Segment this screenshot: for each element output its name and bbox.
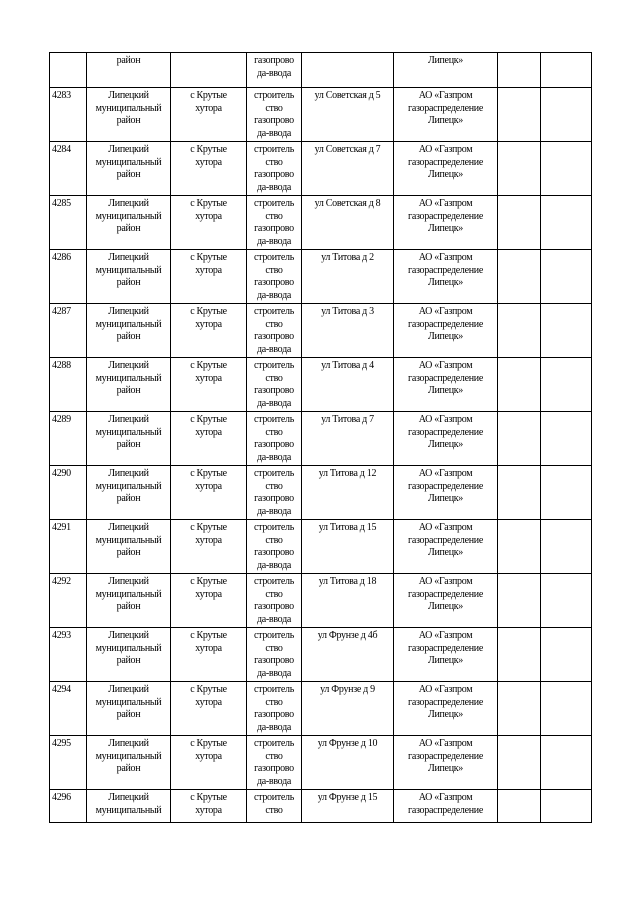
cell-number: 4286	[50, 250, 87, 304]
cell-number: 4291	[50, 520, 87, 574]
cell-organization: АО «Газпром газораспределение	[394, 790, 498, 823]
cell-district: Липецкий муниципальный район	[87, 466, 171, 520]
cell-locality: с Крутые хутора	[171, 412, 247, 466]
cell-extra-1	[498, 520, 541, 574]
cell-organization: АО «Газпром газораспределение Липецк»	[394, 250, 498, 304]
cell-locality: с Крутые хутора	[171, 466, 247, 520]
cell-organization: АО «Газпром газораспределение Липецк»	[394, 520, 498, 574]
cell-number: 4284	[50, 142, 87, 196]
cell-address: ул Фрунзе д 10	[302, 736, 394, 790]
cell-organization: АО «Газпром газораспределение Липецк»	[394, 88, 498, 142]
table-row	[50, 88, 592, 142]
cell-extra-2	[541, 250, 592, 304]
cell-number: 4293	[50, 628, 87, 682]
cell-district: Липецкий муниципальный район	[87, 736, 171, 790]
registry-table-body	[50, 53, 592, 823]
cell-district: Липецкий муниципальный район	[87, 520, 171, 574]
cell-work-type: строитель ство газопрово да-ввода	[247, 250, 302, 304]
cell-extra-1	[498, 412, 541, 466]
cell-work-type: строитель ство газопрово да-ввода	[247, 88, 302, 142]
cell-work-type: строитель ство газопрово да-ввода	[247, 196, 302, 250]
cell-locality: с Крутые хутора	[171, 304, 247, 358]
cell-extra-1	[498, 88, 541, 142]
cell-district: Липецкий муниципальный	[87, 790, 171, 823]
cell-address: ул Титова д 7	[302, 412, 394, 466]
cell-organization: АО «Газпром газораспределение Липецк»	[394, 574, 498, 628]
cell-address: ул Титова д 3	[302, 304, 394, 358]
cell-number: 4287	[50, 304, 87, 358]
cell-work-type: газопрово да-ввода	[247, 53, 302, 88]
cell-address: ул Титова д 18	[302, 574, 394, 628]
cell-locality: с Крутые хутора	[171, 250, 247, 304]
cell-locality: с Крутые хутора	[171, 790, 247, 823]
cell-extra-2	[541, 304, 592, 358]
cell-organization: АО «Газпром газораспределение Липецк»	[394, 736, 498, 790]
cell-work-type: строитель ство газопрово да-ввода	[247, 574, 302, 628]
table-row	[50, 682, 592, 736]
table-row	[50, 574, 592, 628]
cell-organization: АО «Газпром газораспределение Липецк»	[394, 682, 498, 736]
cell-extra-2	[541, 574, 592, 628]
cell-work-type: строитель ство газопрово да-ввода	[247, 520, 302, 574]
cell-work-type: строитель ство газопрово да-ввода	[247, 682, 302, 736]
cell-extra-2	[541, 682, 592, 736]
cell-address	[302, 53, 394, 88]
table-row	[50, 304, 592, 358]
table-row-last	[50, 790, 592, 823]
cell-address: ул Советская д 8	[302, 196, 394, 250]
cell-extra-1	[498, 250, 541, 304]
table-row	[50, 142, 592, 196]
cell-work-type: строитель ство газопрово да-ввода	[247, 142, 302, 196]
cell-number: 4295	[50, 736, 87, 790]
cell-organization: АО «Газпром газораспределение Липецк»	[394, 196, 498, 250]
cell-locality: с Крутые хутора	[171, 88, 247, 142]
cell-address: ул Титова д 15	[302, 520, 394, 574]
cell-district: Липецкий муниципальный район	[87, 250, 171, 304]
cell-district: Липецкий муниципальный район	[87, 628, 171, 682]
cell-district: Липецкий муниципальный район	[87, 142, 171, 196]
cell-extra-2	[541, 142, 592, 196]
cell-extra-1	[498, 53, 541, 88]
cell-extra-1	[498, 196, 541, 250]
cell-number: 4292	[50, 574, 87, 628]
cell-district: Липецкий муниципальный район	[87, 196, 171, 250]
cell-work-type: строитель ство газопрово да-ввода	[247, 358, 302, 412]
cell-extra-2	[541, 520, 592, 574]
cell-organization: АО «Газпром газораспределение Липецк»	[394, 628, 498, 682]
cell-extra-1	[498, 358, 541, 412]
cell-district: Липецкий муниципальный район	[87, 412, 171, 466]
cell-extra-2	[541, 53, 592, 88]
cell-address: ул Советская д 5	[302, 88, 394, 142]
cell-locality: с Крутые хутора	[171, 358, 247, 412]
cell-locality: с Крутые хутора	[171, 142, 247, 196]
cell-district: Липецкий муниципальный район	[87, 88, 171, 142]
cell-organization: АО «Газпром газораспределение Липецк»	[394, 412, 498, 466]
cell-extra-2	[541, 412, 592, 466]
cell-locality: с Крутые хутора	[171, 196, 247, 250]
cell-number	[50, 53, 87, 88]
cell-extra-1	[498, 142, 541, 196]
table-row	[50, 358, 592, 412]
table-row	[50, 520, 592, 574]
table-row	[50, 412, 592, 466]
cell-extra-2	[541, 358, 592, 412]
cell-extra-1	[498, 736, 541, 790]
cell-work-type: строитель ство газопрово да-ввода	[247, 466, 302, 520]
cell-number: 4288	[50, 358, 87, 412]
cell-address: ул Титова д 12	[302, 466, 394, 520]
table-row	[50, 196, 592, 250]
cell-locality: с Крутые хутора	[171, 628, 247, 682]
cell-extra-1	[498, 574, 541, 628]
cell-work-type: строитель ство газопрово да-ввода	[247, 736, 302, 790]
cell-number: 4294	[50, 682, 87, 736]
cell-district: Липецкий муниципальный район	[87, 682, 171, 736]
cell-address: ул Фрунзе д 4б	[302, 628, 394, 682]
cell-district: Липецкий муниципальный район	[87, 358, 171, 412]
cell-district: Липецкий муниципальный район	[87, 574, 171, 628]
cell-extra-1	[498, 790, 541, 823]
cell-number: 4289	[50, 412, 87, 466]
cell-locality: с Крутые хутора	[171, 682, 247, 736]
cell-organization: АО «Газпром газораспределение Липецк»	[394, 142, 498, 196]
table-row	[50, 736, 592, 790]
cell-extra-2	[541, 466, 592, 520]
cell-organization: АО «Газпром газораспределение Липецк»	[394, 358, 498, 412]
cell-work-type: строитель ство	[247, 790, 302, 823]
cell-number: 4285	[50, 196, 87, 250]
cell-organization: Липецк»	[394, 53, 498, 88]
cell-extra-2	[541, 790, 592, 823]
table-row	[50, 628, 592, 682]
cell-extra-1	[498, 628, 541, 682]
cell-number: 4290	[50, 466, 87, 520]
table-row	[50, 250, 592, 304]
cell-locality: с Крутые хутора	[171, 520, 247, 574]
cell-locality: с Крутые хутора	[171, 736, 247, 790]
cell-extra-2	[541, 88, 592, 142]
cell-extra-2	[541, 628, 592, 682]
cell-extra-2	[541, 196, 592, 250]
cell-address: ул Фрунзе д 15	[302, 790, 394, 823]
cell-address: ул Советская д 7	[302, 142, 394, 196]
cell-extra-1	[498, 466, 541, 520]
cell-address: ул Фрунзе д 9	[302, 682, 394, 736]
cell-organization: АО «Газпром газораспределение Липецк»	[394, 466, 498, 520]
cell-work-type: строитель ство газопрово да-ввода	[247, 628, 302, 682]
cell-district: Липецкий муниципальный район	[87, 304, 171, 358]
cell-work-type: строитель ство газопрово да-ввода	[247, 304, 302, 358]
cell-locality	[171, 53, 247, 88]
cell-extra-1	[498, 682, 541, 736]
cell-extra-1	[498, 304, 541, 358]
cell-address: ул Титова д 2	[302, 250, 394, 304]
table-row-continued	[50, 53, 592, 88]
cell-number: 4296	[50, 790, 87, 823]
cell-number: 4283	[50, 88, 87, 142]
cell-organization: АО «Газпром газораспределение Липецк»	[394, 304, 498, 358]
cell-district: район	[87, 53, 171, 88]
registry-table	[49, 52, 592, 823]
cell-work-type: строитель ство газопрово да-ввода	[247, 412, 302, 466]
table-row	[50, 466, 592, 520]
cell-address: ул Титова д 4	[302, 358, 394, 412]
cell-extra-2	[541, 736, 592, 790]
cell-locality: с Крутые хутора	[171, 574, 247, 628]
